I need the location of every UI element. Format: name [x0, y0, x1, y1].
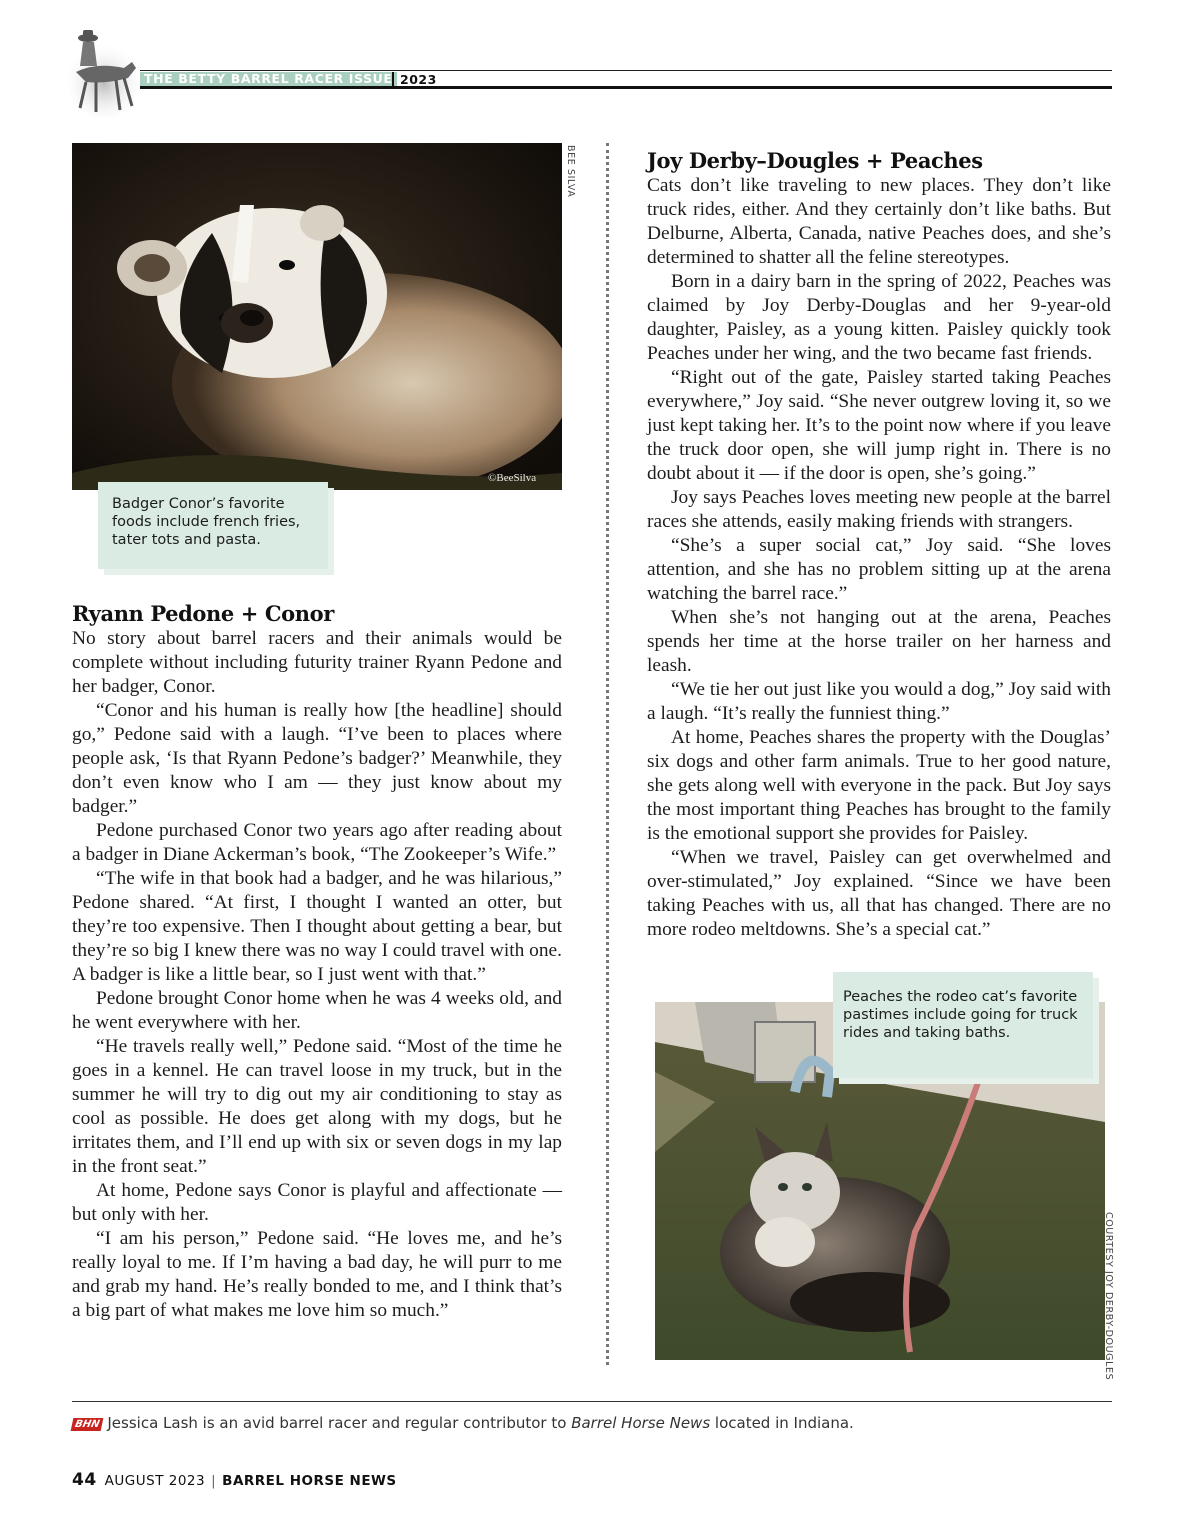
- bhn-logo: BHN: [71, 1418, 104, 1431]
- paragraph: “She’s a super social cat,” Joy said. “She loves attention, and she has no problem sitting up at the arena watching the barrel race.”: [647, 535, 1111, 604]
- footer-rule: [72, 1401, 1112, 1402]
- publication-name: BARREL HORSE NEWS: [222, 1473, 397, 1489]
- paragraph: Cats don’t like traveling to new places. They don’t like truck rides, either. And they certainly don’t like baths. But Delburne, Alberta, Canada, native Peaches does, and she’s determined to shatter all the feline stereotypes.: [647, 175, 1111, 268]
- bio-publication: Barrel Horse News: [571, 1414, 711, 1432]
- rider-logo-illustration: [66, 22, 144, 118]
- issue-date: AUGUST 2023: [104, 1473, 206, 1489]
- paragraph: “Right out of the gate, Paisley started taking Peaches everywhere,” Joy said. “She never outgrew loving it, so we just kept taking her. It’s to the point now where if you leave the truck door open, she will jump right in. There is no doubt about it — if the door is open, she’s going.”: [647, 367, 1111, 484]
- paragraph: Pedone brought Conor home when he was 4 weeks old, and he went everywhere with her.: [72, 988, 562, 1033]
- article-heading-ryann: Ryann Pedone + Conor: [72, 601, 334, 626]
- article-joy-derby: [647, 148, 1111, 942]
- paragraph: No story about barrel racers and their animals would be complete without including futurity trainer Ryann Pedone and her badger, Conor.: [72, 628, 562, 697]
- cat-photo-credit: COURTESY JOY DERBY-DOUGLES: [1103, 1212, 1114, 1381]
- badger-photo-watermark: ©BeeSilva: [488, 472, 537, 484]
- column-divider: [606, 143, 609, 1365]
- paragraph: Pedone purchased Conor two years ago after reading about a badger in Diane Ackerman’s book, “The Zookeeper’s Wife.”: [72, 820, 562, 865]
- bio-text-post: located in Indiana.: [710, 1414, 854, 1432]
- paragraph: “He travels really well,” Pedone said. “Most of the time he goes in a kennel. He can travel loose in my truck, but in the summer he will try to dig out my air conditioning to stay as cool as possible. He does get along with my dogs, but he irritates them, and I’ll end up with six or seven dogs in my lap in the front seat.”: [72, 1036, 562, 1177]
- cat-caption: Peaches the rodeo cat’s favorite pastimes include going for truck rides and taking baths.: [833, 972, 1093, 1078]
- paragraph: “I am his person,” Pedone said. “He loves me, and he’s really loyal to me. If I’m having a bad day, he will purr to me and grab my hand. He’s really bonded to me, and I think that’s a big part of what makes me love him so much.”: [72, 1228, 562, 1321]
- article-heading-joy: Joy Derby–Dougles + Peaches: [647, 148, 983, 173]
- paragraph: “The wife in that book had a badger, and he was hilarious,” Pedone shared. “At first, I thought I wanted an otter, but they’re too expensive. Then I thought about getting a bear, but they’re so big I knew there was no way I could travel with one. A badger is like a little bear, so I just went with that.”: [72, 868, 563, 985]
- bio-text-pre: Jessica Lash is an avid barrel racer and regular contributor to: [107, 1414, 572, 1432]
- paragraph: “When we travel, Paisley can get overwhelmed and over-stimulated,” Joy explained. “Since we have been taking Peaches with us, all that has changed. There are no more rodeo meltdowns. She’s a special cat.”: [647, 847, 1111, 940]
- badger-photo: [72, 143, 562, 490]
- paragraph: “We tie her out just like you would a dog,” Joy said with a laugh. “It’s really the funniest thing.”: [647, 679, 1111, 724]
- author-bio: [72, 1414, 854, 1432]
- paragraph: When she’s not hanging out at the arena, Peaches spends her time at the horse trailer on her harness and leash.: [647, 607, 1111, 676]
- paragraph: “Conor and his human is really how [the headline] should go,” Pedone said with a laugh. “I’ve been to places where people ask, ‘Is that Ryann Pedone’s badger?’ Meanwhile, they don’t even know who I am — they just know about my badger.”: [72, 700, 562, 817]
- paragraph: At home, Peaches shares the property with the Douglas’ six dogs and other farm animals. True to her good nature, she gets along well with everyone in the pack. But Joy says the most important thing Peaches has brought to the family is the emotional support she provides for Paisley.: [647, 727, 1111, 844]
- page-folio: [72, 1470, 397, 1490]
- issue-title-tag: THE BETTY BARREL RACER ISSUE: [140, 72, 397, 86]
- badger-caption: Badger Conor’s favorite foods include french fries, tater tots and pasta.: [98, 482, 328, 569]
- badger-photo-credit: BEE SILVA: [565, 145, 576, 198]
- header-rule-bottom: [140, 86, 1112, 89]
- issue-year: 2023: [392, 72, 437, 86]
- paragraph: At home, Pedone says Conor is playful and affectionate — but only with her.: [72, 1180, 562, 1225]
- paragraph: Joy says Peaches loves meeting new people at the barrel races she attends, easily making friends with strangers.: [647, 487, 1111, 532]
- folio-separator: |: [211, 1473, 217, 1489]
- article-ryann-pedone: [72, 601, 562, 1323]
- page-number: 44: [72, 1470, 97, 1490]
- paragraph: Born in a dairy barn in the spring of 2022, Peaches was claimed by Joy Derby-Douglas and her 9-year-old daughter, Paisley, as a young kitten. Paisley quickly took Peaches under her wing, and the two became fast friends.: [647, 271, 1111, 364]
